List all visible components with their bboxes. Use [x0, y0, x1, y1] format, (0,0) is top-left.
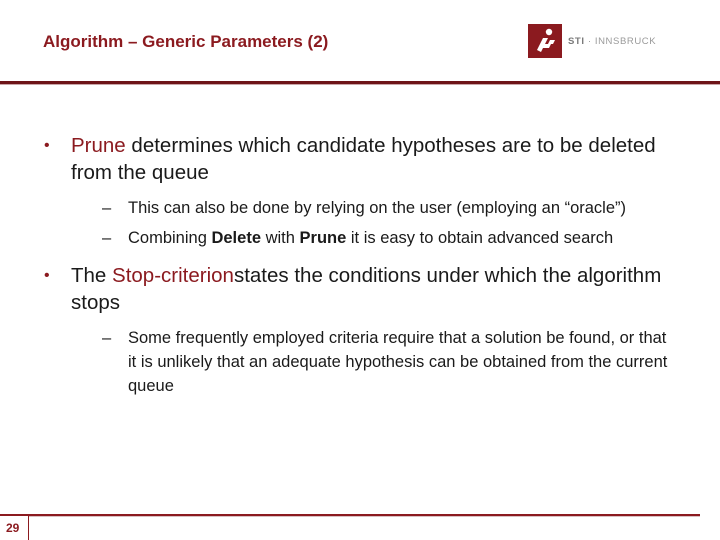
- subitem-criteria-text: Some frequently employed criteria require that a solution be found, or that it is unlikely that an adequate hypothesis can be obtained from the current queue: [128, 329, 668, 395]
- subitem-part: Combining: [128, 229, 212, 247]
- bullet-lead: The: [71, 264, 113, 287]
- sti-innsbruck-logo: [528, 24, 656, 58]
- logo-brand: STI: [568, 35, 585, 47]
- keyword-delete: Delete: [211, 229, 261, 247]
- logo-place: INNSBRUCK: [594, 35, 657, 47]
- subitem-criteria: [102, 326, 668, 398]
- keyword-stop-criterion: Stop-criterion: [112, 264, 234, 287]
- page-number: 29: [6, 521, 20, 535]
- slide-title: Algorithm – Generic Parameters (2): [43, 32, 329, 51]
- keyword-prune-bold: Prune: [299, 229, 347, 247]
- bullet-prune: [44, 132, 694, 186]
- slide-body: [44, 132, 694, 398]
- bullet-marker: •: [44, 267, 50, 284]
- bullet-stop-criterion: [44, 262, 694, 316]
- logo-text: [568, 36, 656, 47]
- subitem-delete-prune: [102, 226, 668, 250]
- subitem-part: it is easy to obtain advanced search: [346, 229, 614, 247]
- keyword-prune: Prune: [71, 134, 126, 157]
- sti-figure-icon: [528, 24, 562, 58]
- subitem-part: with: [261, 229, 300, 247]
- dash-marker: –: [102, 199, 112, 217]
- dash-marker: –: [102, 229, 112, 247]
- footer-divider-shadow: [0, 516, 700, 517]
- dash-marker: –: [102, 329, 112, 347]
- subitem-oracle: [102, 196, 668, 220]
- header-divider-shadow: [0, 84, 720, 85]
- bullet-stop-text: states the conditions under which the algorithm stops: [71, 264, 662, 314]
- bullet-marker: •: [44, 137, 50, 154]
- subitem-oracle-text: This can also be done by relying on the user (employing an “oracle”): [128, 199, 627, 217]
- logo-separator: ·: [584, 35, 595, 47]
- bullet-prune-text: determines which candidate hypotheses are to be deleted from the queue: [71, 134, 656, 184]
